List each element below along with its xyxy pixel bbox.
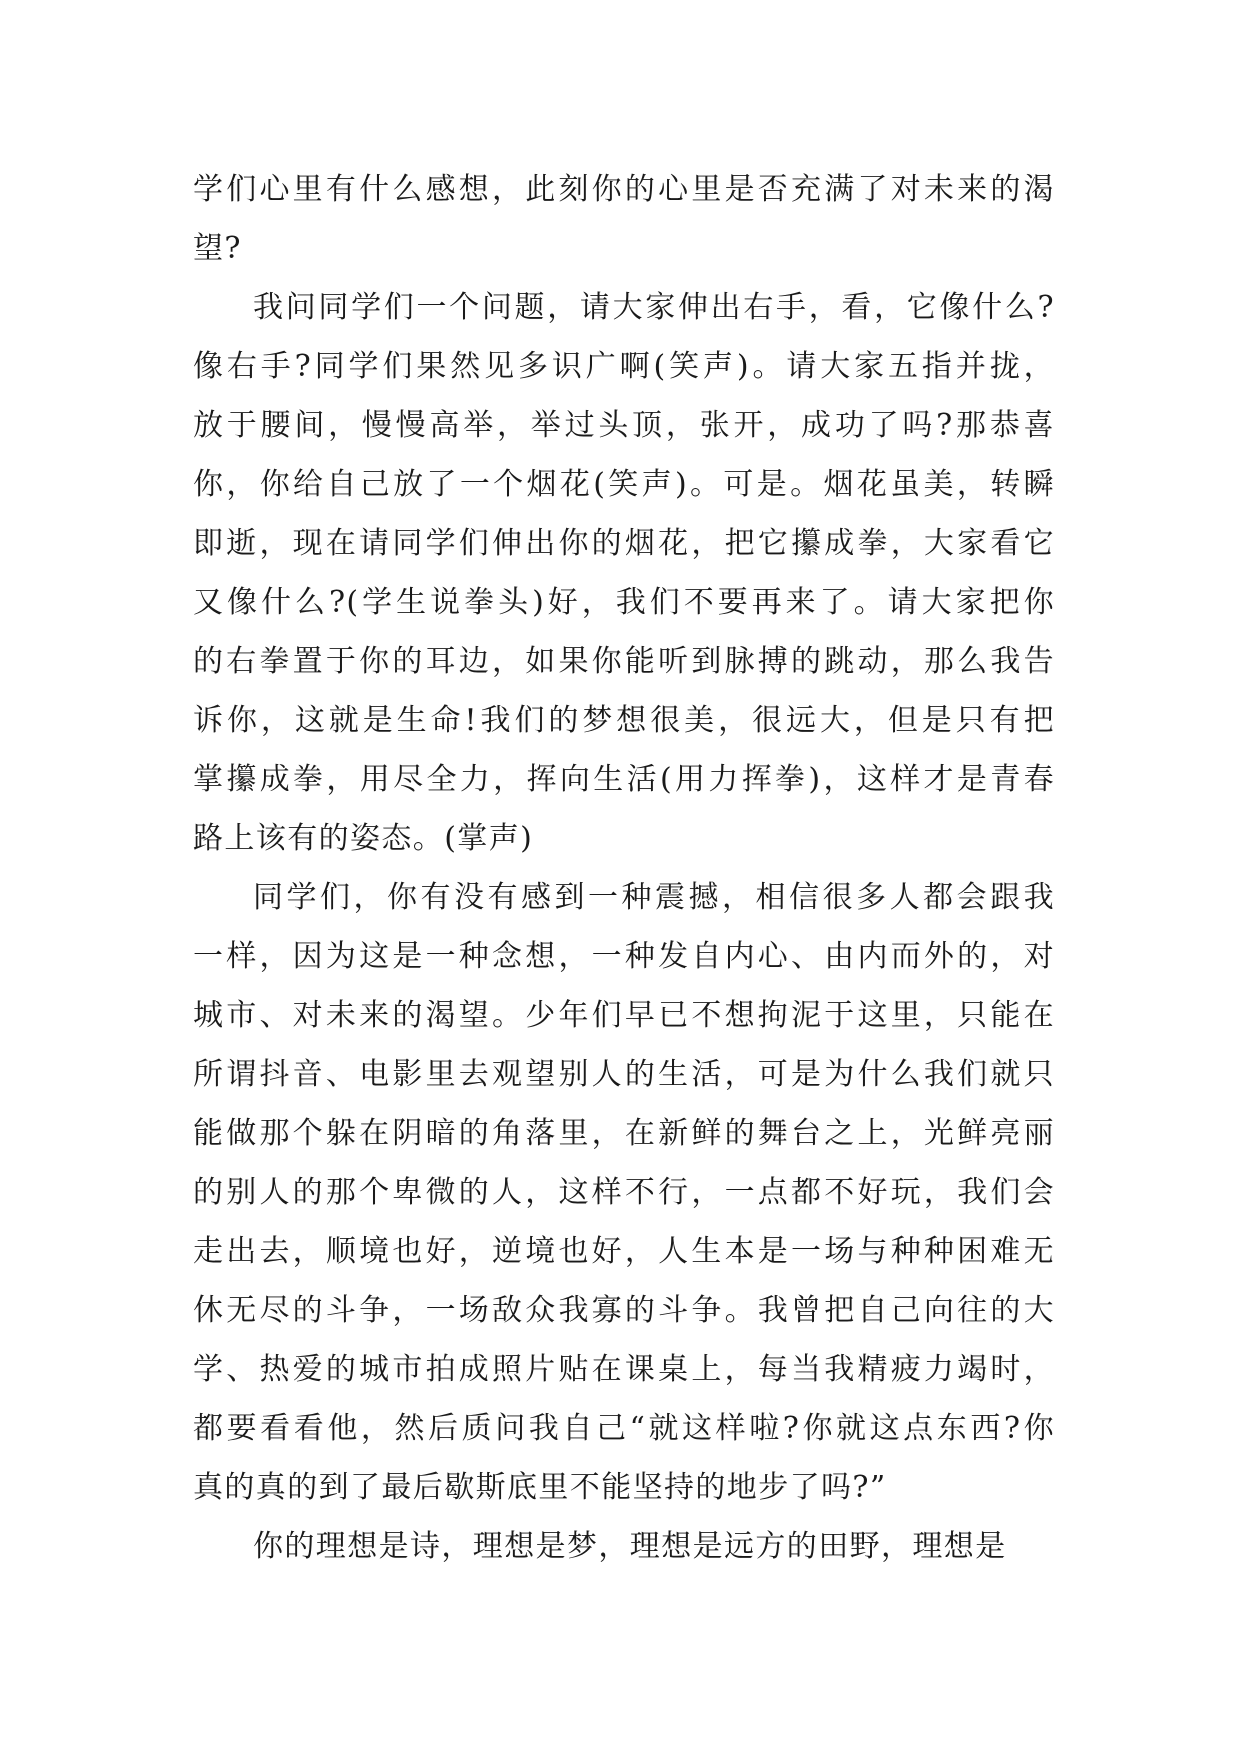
text-line: 掌攥成拳，用尽全力，挥向生活(用力挥拳)，这样才是青春 — [193, 762, 1055, 797]
text-line: 像右手?同学们果然见多识广啊(笑声)。请大家五指并拢， — [193, 349, 1055, 384]
text-line: 放于腰间，慢慢高举，举过头顶，张开，成功了吗?那恭喜 — [193, 408, 1055, 443]
text-line: 休无尽的斗争，一场敌众我寡的斗争。我曾把自己向往的大 — [193, 1293, 1055, 1328]
text-line: 我问同学们一个问题，请大家伸出右手，看，它像什么? — [253, 290, 1055, 325]
paragraph — [193, 278, 1055, 868]
text-line: 同学们，你有没有感到一种震撼，相信很多人都会跟我 — [253, 880, 1055, 915]
text-line: 都要看看他，然后质问我自己“就这样啦?你就这点东西?你 — [193, 1411, 1055, 1446]
text-line: 所谓抖音、电影里去观望别人的生活，可是为什么我们就只 — [193, 1057, 1055, 1092]
paragraph — [193, 160, 1055, 278]
text-line: 你，你给自己放了一个烟花(笑声)。可是。烟花虽美，转瞬 — [193, 467, 1055, 502]
text-line: 诉你，这就是生命!我们的梦想很美，很远大，但是只有把 — [193, 703, 1055, 738]
text-line: 一样，因为这是一种念想，一种发自内心、由内而外的，对 — [193, 939, 1055, 974]
text-line: 的别人的那个卑微的人，这样不行，一点都不好玩，我们会 — [193, 1175, 1055, 1210]
paragraph — [193, 868, 1055, 1517]
text-line: 学们心里有什么感想，此刻你的心里是否充满了对未来的渴 — [193, 172, 1055, 207]
text-line: 路上该有的姿态。(掌声) — [193, 821, 534, 856]
text-line: 走出去，顺境也好，逆境也好，人生本是一场与种种困难无 — [193, 1234, 1055, 1269]
text-line: 你的理想是诗，理想是梦，理想是远方的田野，理想是 — [253, 1529, 1007, 1564]
text-line: 的右拳置于你的耳边，如果你能听到脉搏的跳动，那么我告 — [193, 644, 1055, 679]
text-line: 能做那个躲在阴暗的角落里，在新鲜的舞台之上，光鲜亮丽 — [193, 1116, 1055, 1151]
text-line: 又像什么?(学生说拳头)好，我们不要再来了。请大家把你 — [193, 585, 1055, 620]
paragraph — [193, 1517, 1055, 1576]
text-line: 望? — [193, 231, 242, 266]
text-line: 真的真的到了最后歇斯底里不能坚持的地步了吗?” — [193, 1470, 887, 1505]
document-body — [193, 160, 1055, 1576]
text-line: 即逝，现在请同学们伸出你的烟花，把它攥成拳，大家看它 — [193, 526, 1055, 561]
text-line: 学、热爱的城市拍成照片贴在课桌上，每当我精疲力竭时， — [193, 1352, 1055, 1387]
text-line: 城市、对未来的渴望。少年们早已不想拘泥于这里，只能在 — [193, 998, 1055, 1033]
